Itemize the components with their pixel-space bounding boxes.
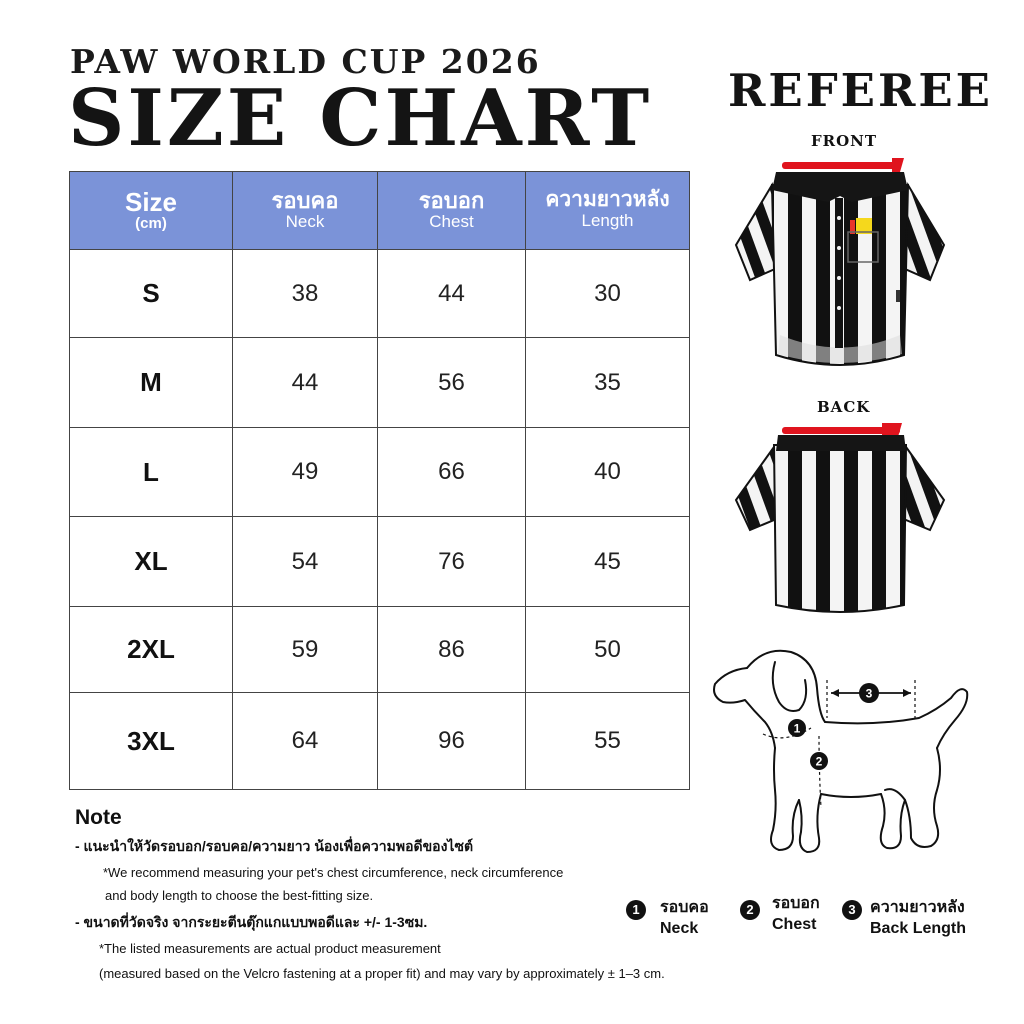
dog-measurement-diagram bbox=[705, 640, 975, 870]
svg-text:3: 3 bbox=[865, 686, 873, 701]
chest-cell: 66 bbox=[378, 428, 526, 517]
header-size bbox=[70, 172, 233, 250]
shirt-body bbox=[774, 445, 906, 612]
length-cell: 55 bbox=[526, 693, 690, 790]
note-item-th: - ขนาดที่วัดจริง จากระยะตีนตุ๊กแกแบบพอดีและ +/- 1-3ซม. bbox=[75, 914, 428, 930]
chest-cell: 44 bbox=[378, 250, 526, 338]
header-length-en: Length bbox=[581, 211, 634, 231]
chest-cell: 76 bbox=[378, 517, 526, 607]
note-item-en: *The listed measurements are actual product measurement bbox=[99, 941, 441, 956]
table-row bbox=[70, 338, 690, 428]
neck-cell: 54 bbox=[233, 517, 378, 607]
page-title: SIZE CHART bbox=[68, 73, 653, 164]
svg-text:1: 1 bbox=[793, 721, 801, 736]
front-label: FRONT bbox=[811, 132, 878, 150]
header-neck bbox=[233, 172, 378, 250]
header-size-unit: (cm) bbox=[135, 214, 167, 232]
table-row bbox=[70, 693, 690, 790]
header-neck-th: รอบคอ bbox=[271, 187, 339, 213]
note-item-en: *We recommend measuring your pet's chest circumference, neck circumference bbox=[103, 865, 564, 880]
size-cell: L bbox=[70, 428, 233, 517]
length-cell: 30 bbox=[526, 250, 690, 338]
neck-cell: 64 bbox=[233, 693, 378, 790]
size-cell: 3XL bbox=[70, 693, 233, 790]
header-length bbox=[526, 172, 690, 250]
header-length-th: ความยาวหลัง bbox=[545, 188, 670, 212]
legend-en: Neck bbox=[660, 919, 699, 937]
note-item-en: and body length to choose the best-fitting size. bbox=[105, 888, 374, 903]
length-cell: 40 bbox=[526, 428, 690, 517]
strap-buckle bbox=[882, 423, 902, 437]
length-cell: 45 bbox=[526, 517, 690, 607]
chest-cell: 56 bbox=[378, 338, 526, 428]
product-title: REFEREE bbox=[728, 64, 993, 117]
header-subtitle: PAW WORLD CUP 2026 bbox=[70, 42, 541, 81]
neck-cell: 44 bbox=[233, 338, 378, 428]
chest-cell: 86 bbox=[378, 607, 526, 693]
size-cell: S bbox=[70, 250, 233, 338]
header-neck-en: Neck bbox=[285, 211, 325, 231]
header-chest-en: Chest bbox=[429, 211, 474, 231]
legend-chest bbox=[740, 894, 820, 936]
neck-cell: 59 bbox=[233, 607, 378, 693]
header-chest-th: รอบอก bbox=[418, 187, 485, 213]
legend-th: รอบอก bbox=[772, 895, 820, 912]
table-row bbox=[70, 428, 690, 517]
chest-cell: 96 bbox=[378, 693, 526, 790]
notes-section bbox=[75, 806, 665, 990]
table-row bbox=[70, 517, 690, 607]
svg-text:2: 2 bbox=[815, 754, 823, 769]
shirt-front-image bbox=[732, 150, 948, 385]
legend-number: 1 bbox=[626, 900, 646, 920]
size-table bbox=[69, 171, 690, 790]
velcro-strap bbox=[782, 162, 900, 169]
legend-neck bbox=[626, 898, 709, 940]
legend-back-length bbox=[842, 898, 966, 940]
legend-number: 2 bbox=[740, 900, 760, 920]
size-cell: XL bbox=[70, 517, 233, 607]
size-cell: 2XL bbox=[70, 607, 233, 693]
table-row bbox=[70, 250, 690, 338]
size-cell: M bbox=[70, 338, 233, 428]
legend-th: ความยาวหลัง bbox=[870, 899, 965, 916]
legend-number: 3 bbox=[842, 900, 862, 920]
length-cell: 35 bbox=[526, 338, 690, 428]
header-size-label: Size bbox=[124, 186, 178, 217]
collar bbox=[776, 435, 906, 451]
dog-outline bbox=[714, 651, 967, 852]
note-item-en: (measured based on the Velcro fastening at a proper fit) and may vary by approximately ± 1–3 cm. bbox=[99, 966, 665, 981]
legend-en: Chest bbox=[772, 915, 817, 933]
note-title: Note bbox=[75, 806, 122, 829]
table-header-row bbox=[70, 172, 690, 250]
legend-en: Back Length bbox=[870, 919, 967, 937]
neck-cell: 38 bbox=[233, 250, 378, 338]
header-chest bbox=[378, 172, 526, 250]
shirt-back-image bbox=[732, 415, 948, 625]
strap-buckle bbox=[892, 158, 904, 172]
note-item-th: - แนะนำให้วัดรอบอก/รอบคอ/ความยาว น้องเพื่อความพอดีของไซต์ bbox=[75, 838, 474, 854]
length-cell: 50 bbox=[526, 607, 690, 693]
neck-cell: 49 bbox=[233, 428, 378, 517]
legend-th: รอบคอ bbox=[660, 899, 709, 916]
back-label: BACK bbox=[817, 398, 871, 416]
table-row bbox=[70, 607, 690, 693]
